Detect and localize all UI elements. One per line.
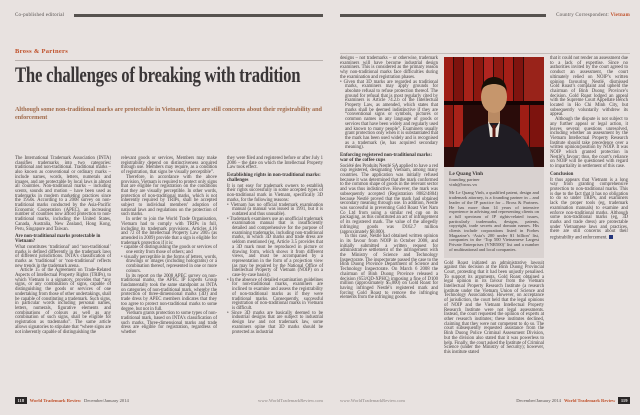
title-divider xyxy=(15,60,323,61)
page-number: 119 xyxy=(618,397,630,404)
profile-role: founding partner xyxy=(449,177,480,182)
column-1 xyxy=(15,157,111,336)
section-heading: Enforcing registered non-traditional marks: war of the coffee cups xyxy=(340,153,432,163)
bullet-item: • Trademark examiners use an unofficial trademark examination manual that is insufficiently detailed and comprehensive for the purpose of examining trademarks, including non-traditional marks, in which 3D marks and trade dress are seldom mentioned (eg, Article 3.5 provides that a 3D mark must be reproduced in picture or drawing form, which shows it from different views, and must be accompanied by a representation in the form of a projection view (as may be required by the National Office of Intellectual Property of Vietnam (NOIP) on a case-by-case basis)). xyxy=(227,218,323,279)
paragraph: relevant goods or services, Members may make registrability depend on distinctiveness acquired through use. Members may require, as a condition of registration, that signs be visually perceptible”. xyxy=(121,156,217,176)
author-profile-box xyxy=(444,167,544,258)
bullet-item: • Vietnam has no official trademark examination manual (a manual was issued in 1991, but it is outdated and thus unusable). xyxy=(227,204,323,218)
column-2 xyxy=(121,157,217,336)
footer-website: www.WorldTrademarkReview.com xyxy=(258,398,323,403)
paragraph: Gold Roast initiated an administrative lawsuit against this decision at the Binh Duong Provincial Court, protesting that it had been unjustly penalised. To support its arguments, Gold Roast obtained a legal opinion in its favour from the Vietnam Intellectual Property Research Institute (a research institute under the Vietnam Union of Science and Technology Associations). However, on acceptance of jurisdiction, the court held that the legal opinions of NOIP and the Vietnam Intellectual Property Research Institute were not legal assessments. Instead, the court requested the opinion of experts at other research institutes; these institutes declined, claiming that they were not competent to do so. The court subsequently requested assistance from the Binh Duong Police Criminal Assessment Division, but the division also stated that it was powerless to help. Finally, the court asked the Institute of Criminal Science (under the Ministry of Security); however, this institute stated xyxy=(444,260,545,355)
profile-bio: Mr Le Quang Vinh, a qualified patent, design and trademark attorney, is a founding partner in – and leader of the IP practice for – Bross & Partners. He has more than 14 years of intensive experience in advising and representing clients on a full spectrum of IP rights-related issues, particularly trademarks, designs, patents, copyright, trade secrets and domain names. His clients include corporations listed in Forbes Magazine’s ‘Asia’s 200 under $1 billion’ list, companies in the ‘Top 500 Vietnamese Largest Private Enterprises (VNR500)’ list and a number of multinational and local companies. xyxy=(449,190,539,252)
footer-meta-group xyxy=(516,397,630,404)
paragraph: What constitutes ‘traditional’ and ‘non-traditional’ marks is defined differently in the trademark laws of different jurisdictions. INTA’s classification of marks as ‘traditional’ or ‘non-traditional’ reflects new trends in the trademark arena. xyxy=(15,244,111,269)
column-4 xyxy=(340,57,438,356)
column-6 xyxy=(550,57,628,356)
paragraph: designs – not trademarks – or otherwise, trademark examiners will have become industrial design examiners. This is considered as the primary reason why non-traditional marks face difficulties during the examination and registration phases. xyxy=(340,56,438,80)
firm-name: Bross & Partners xyxy=(15,48,69,55)
paragraph: Although the dispute is not subject to any further appeal or legal action, it leaves several questions unresolved, including whether an assessment by the Vietnam Intellectual Property Research Institute should take precedence over a written opinion/position by NOIP. It was NOIP which granted protection in Nestlé’s favour; thus, the court’s reliance on NOIP will be questioned with regard to impartiality in settlement of this case. xyxy=(550,117,628,170)
bullet-item: • visually perceptible in the forms of letters, words, drawings or images (including holograms) or a combination thereof, represented in one or more colours. xyxy=(121,256,217,275)
bullet-list xyxy=(340,81,438,152)
footer-issue-date: December/January 2014 xyxy=(516,398,561,403)
standfirst: Although some non-traditional marks are protectable in Vietnam, there are still concerns about their registrability and enforcement xyxy=(15,106,322,122)
left-page-columns xyxy=(15,157,323,336)
page-title: The challenges of breaking with tradition xyxy=(15,62,301,87)
bullet-item: • In the absence of detailed examination guidelines for non-traditional marks, examiners are inclined to examine and assess the registrability of non-traditional marks as if they were traditional marks. Consequently, successful registration of non-traditional marks in Vietnam is difficult. xyxy=(227,279,323,312)
bullet-list xyxy=(121,246,217,274)
paragraph: The International Trademark Association (INTA) classifies trademarks into two categories: traditional and non-traditional. Traditional marks – also known as conventional or ordinary marks – include names, words, letters, numerals and images, and are protectable by local laws in almost all countries. Non-traditional marks – including scents, sounds and motion – have been used as trademarks in modern marketing practices since the 1950s. According to a 2008 survey on non-traditional marks conducted by the Asia-Pacific Economic Cooperation (APEC), an increasing number of countries now afford protection to non-traditional marks, including the United States, Canada, Australia, New Zealand, Hong Kong, Peru, Singapore and Taiwan. xyxy=(15,156,111,232)
paragraph: Société des Produits Nestlé SA applied to have a red cup registered, designating Vietnam, among many countries. The application was initially refused because it was determined that the mark conformed to the common shape of goods in the relevant sector and was thus indistinctive. However, the mark was subsequently accepted (Registration 8082/4804) because Nestlé proved that the mark had obtained secondary meaning through use. In addition, Nestlé was successful in preventing Gold Roast Viet Nam Co Ltd from using a similar red cup on its packaging, as this constituted an act of infringement of its registered mark. The value of the allegedly infringing goods was D162.7 million (approximately $8,000). xyxy=(340,163,438,235)
bullet-list xyxy=(227,204,323,336)
footer-website: www.WorldTrademarkReview.com xyxy=(340,398,405,403)
paragraph: In order to join the World Trade Organisation, Vietnam had to comply with TRIPs in full, including its trademark provisions. Articles 4.16 and 72 of the Intellectual Property Law 2005 (as amended in 2009) provide that a sign is eligible for trademark protection if it is: xyxy=(121,217,217,246)
paragraph xyxy=(550,179,628,242)
section-heading: Are non-traditional marks protectable in Vietnam? xyxy=(15,234,101,245)
right-page-columns xyxy=(340,57,630,356)
left-page-footer xyxy=(15,397,323,404)
column-5 xyxy=(444,57,544,356)
header-country-label: Vietnam xyxy=(610,13,630,18)
body-top-rule xyxy=(340,53,630,54)
left-running-head xyxy=(15,13,323,18)
paragraph: Vietnam grants protection to some types of non-traditional mark, based on INTA’s classification of such marks. Three-dimensional marks and trade dress are eligible for registration, regardless of whether xyxy=(121,311,217,336)
footer-magazine-name: World Trademark Review xyxy=(29,398,82,403)
right-page-footer xyxy=(340,397,630,404)
paragraph: Article 15 of the Agreement on Trade-Related Aspects of Intellectual Property Rights (TRIPs), to which Vietnam is a signatory, provides that “any signs, or any combination of signs, capable of distinguishing the goods or services of one undertaking from those of other undertakings, shall be capable of constituting a trademark. Such signs, in particular words including personal names, letters, numerals, figurative elements and combinations of colours as well as any combination of such signs, shall be eligible for registration as trademarks”. The same article allows signatories to stipulate that “where signs are not inherently capable of distinguishing the xyxy=(15,268,111,335)
bullet-item: • capable of distinguishing the goods or services of one entity from those of others; and xyxy=(121,246,217,255)
section-heading: Establishing rights in non-traditional marks: challenges xyxy=(227,173,321,183)
bullet-item: • Since 3D marks are basically deemed to be industrial designs that are subject to industrial design law and not trademark law, some examiners opine that 3D marks should be protected as industrial xyxy=(227,312,323,336)
portrait-photo xyxy=(444,57,544,167)
right-running-head xyxy=(340,13,630,18)
paragraph: they were filed and registered before or after July 1 2006 – the date on which the Intellectual Property Law took effect. xyxy=(227,156,323,171)
profile-name: Le Quang Vinh xyxy=(449,171,484,177)
header-rule-bar xyxy=(74,14,323,17)
right-page xyxy=(340,0,630,415)
section-heading: Conclusion xyxy=(550,171,574,177)
profile-email: vinh@bross.vn xyxy=(449,182,477,188)
right-header-label xyxy=(556,13,630,18)
paragraph: In this case, Nestlé had obtained written opinion in its favour from NOIP in October 2008, and initially submitted a written request for administrative settlement of the infringement with the Ministry of Science and Technology Inspectorate. The inspectorate passed the case to the Binh Duong Province Department of Science and Technology Inspectorate. On March 6 2008 the chairman of Binh Duong Province released a decision (653/QD-XPHC) imposing a fine of D100 million (approximately $5,000) on Gold Roast for having infringed Nestlé’s registered mark and forcing Gold Roast to remove the infringing elements from the infringing goods. xyxy=(340,234,438,301)
left-page xyxy=(15,0,323,415)
paragraph: It is not easy for trademark owners to establish their rights successfully in some accepted types of non-traditional mark in Vietnam, specifically 3D marks, for the following reasons: xyxy=(227,183,323,203)
header-rule-bar xyxy=(340,14,546,17)
paragraph-text: It thus appears that Vietnam is a long way from granting comprehensive protection to non-traditional marks. This is due to the fact that it has no obligation to do so under TRIPs, and examiners lack the proper tools (eg, trademark examination manuals) to examine and enforce non-traditional marks. Although some non-traditional marks (eg, 3D marks and trade dress) are protectable under Vietnamese laws and practices, there are still concerns about their registrability and enforcement. xyxy=(550,177,628,241)
footer-issue-date: December/January 2014 xyxy=(84,398,129,403)
footer-magazine-name: World Trademark Review xyxy=(563,398,616,403)
page-number: 118 xyxy=(15,397,27,404)
paragraph: In its report on the 2008 APEC survey on non-traditional marks, the APEC IP Experts Group fundamentally took the same standpoint as INTA on categories of non-traditional mark, whereby the protection of three-dimensional marks (3D) and trade dress by APEC members indicates that they too agree to protect non-traditional marks to some degree, but not in full. xyxy=(121,273,217,312)
bullet-item: • Given that 3D marks are regarded as traditional marks, examiners may apply grounds for absolute refusal to refuse protection thereof. The ground for refusal that is most regularly cited by examiners is Article 74.2.b of the Intellectual Property Law, as amended, which states that marks shall be deemed indistinctive if they are “conventional signs or symbols, pictures or common names in any language of goods or services that have been widely and regularly used and known to many people”. Examiners usually grant protection only when it is substantiated that the mark has been used widely and is recognised as a trademark (ie, has acquired secondary meaning). xyxy=(340,81,438,152)
left-header-label: Co-published editorial xyxy=(15,13,65,18)
end-of-article-mark xyxy=(609,235,613,239)
paragraph: Therefore, in accordance with the above provision, Vietnam is required to protect only signs that are eligible for registration on the conditions that they are visually perceptible. In other words, protection of non-traditional marks, which is not inherently required by TRIPs, shall be accepted subject to individual members’ adoption of national laws and regulations on the protection of such marks. xyxy=(121,174,217,218)
paragraph: that it could not render an assessment due to a lack of expertise. Since no authorities invited by the court agreed to conduct an assessment, the court ultimately relied on NOIP’s written opinion favouring Nestlé, dismissed Gold Roast’s complaint and upheld the chairman of Binh Duong Province’s decision. Gold Roast lodged an appeal with the Supreme Court Appellate Bench located in Ho Chi Minh City, but subsequently voluntarily withdrew its appeal. xyxy=(550,56,628,118)
header-label-text: Country Correspondent: xyxy=(556,13,609,18)
column-3 xyxy=(227,157,323,336)
